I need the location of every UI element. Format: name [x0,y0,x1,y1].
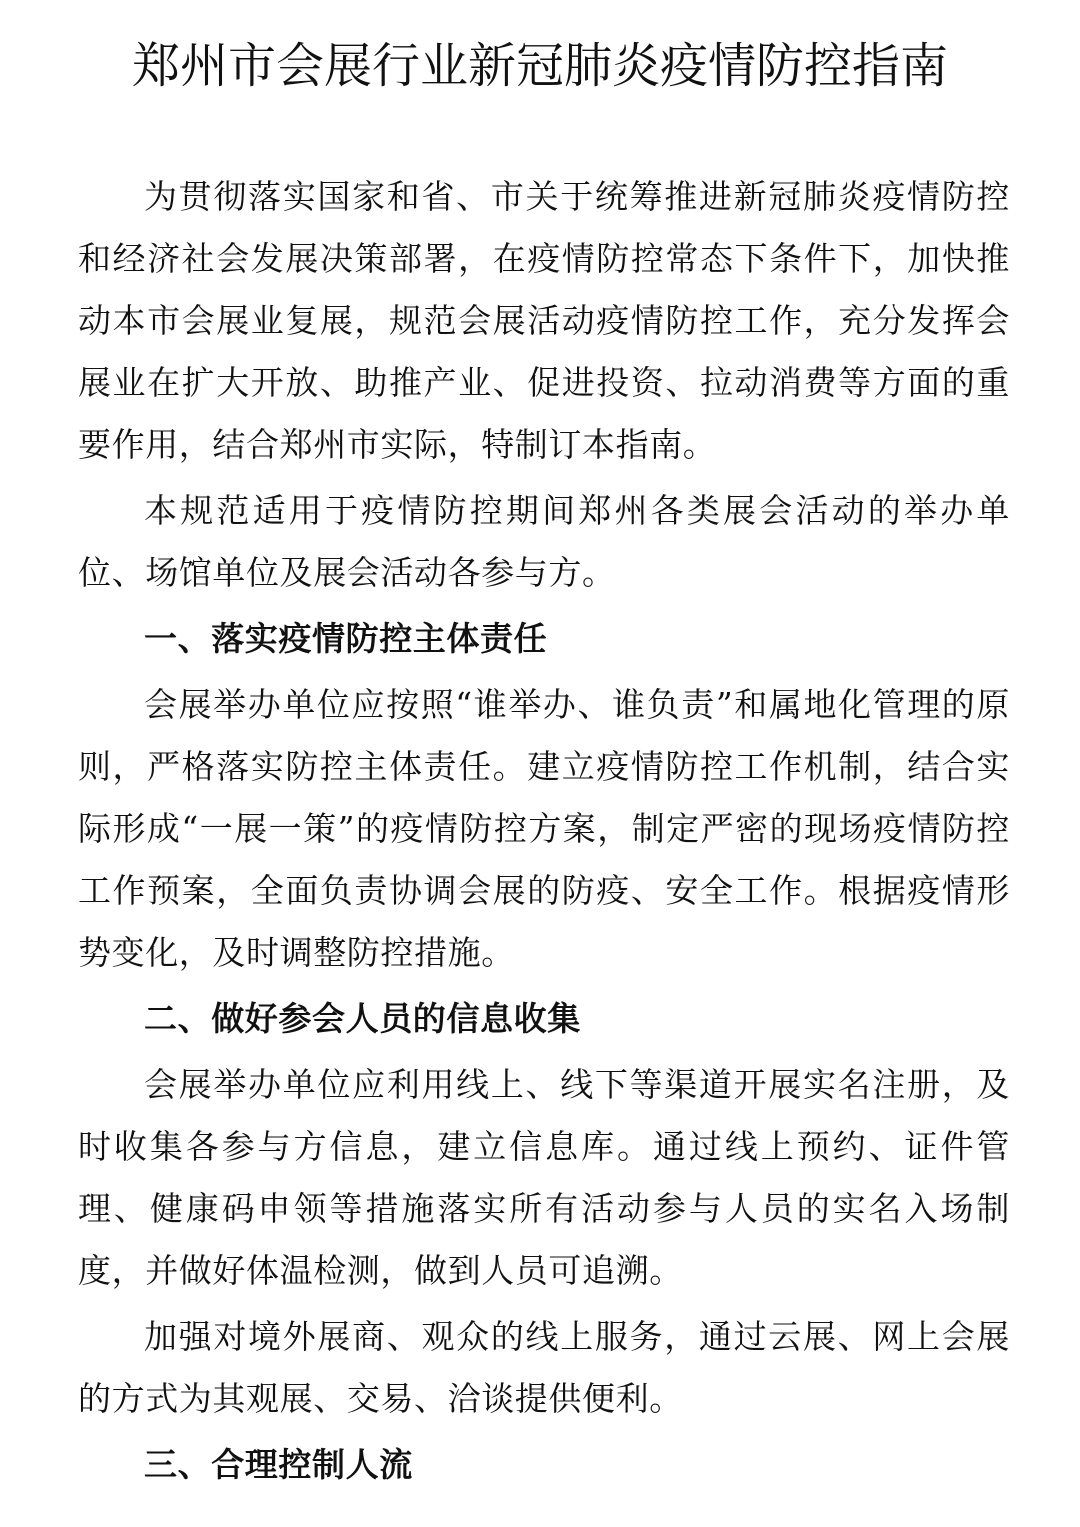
section-1-heading: 一、落实疫情防控主体责任 [144,619,548,658]
section-3-heading: 三、合理控制人流 [144,1445,413,1484]
section-2-paragraph-1: 会展举办单位应利用线上、线下等渠道开展实名注册，及时收集各参与方信息，建立信息库。通过线上预约、证件管理、健康码申领等措施落实所有活动参与人员的实名入场制度，并做好体温检测，做到人员可追溯。 [78,1065,1010,1290]
document-title: 郑州市会展行业新冠肺炎疫情防控指南 [131,38,948,94]
section-1-paragraph-1: 会展举办单位应按照“谁举办、谁负责”和属地化管理的原则，严格落实防控主体责任。建立疫情防控工作机制，结合实际形成“一展一策”的疫情防控方案，制定严密的现场疫情防控工作预案，全面负责协调会展的防疫、安全工作。根据疫情形势变化，及时调整防控措施。 [78,685,1010,972]
document-body [78,166,1010,1496]
section-2-heading: 二、做好参会人员的信息收集 [144,999,581,1038]
section-2-paragraph-2: 加强对境外展商、观众的线上服务，通过云展、网上会展的方式为其观展、交易、洽谈提供便利。 [78,1317,1010,1418]
intro-paragraph-1: 为贯彻落实国家和省、市关于统筹推进新冠肺炎疫情防控和经济社会发展决策部署，在疫情防控常态下条件下，加快推动本市会展业复展，规范会展活动疫情防控工作，充分发挥会展业在扩大开放、助推产业、促进投资、拉动消费等方面的重要作用，结合郑州市实际，特制订本指南。 [78,177,1010,464]
intro-paragraph-2: 本规范适用于疫情防控期间郑州各类展会活动的举办单位、场馆单位及展会活动各参与方。 [78,491,1010,592]
